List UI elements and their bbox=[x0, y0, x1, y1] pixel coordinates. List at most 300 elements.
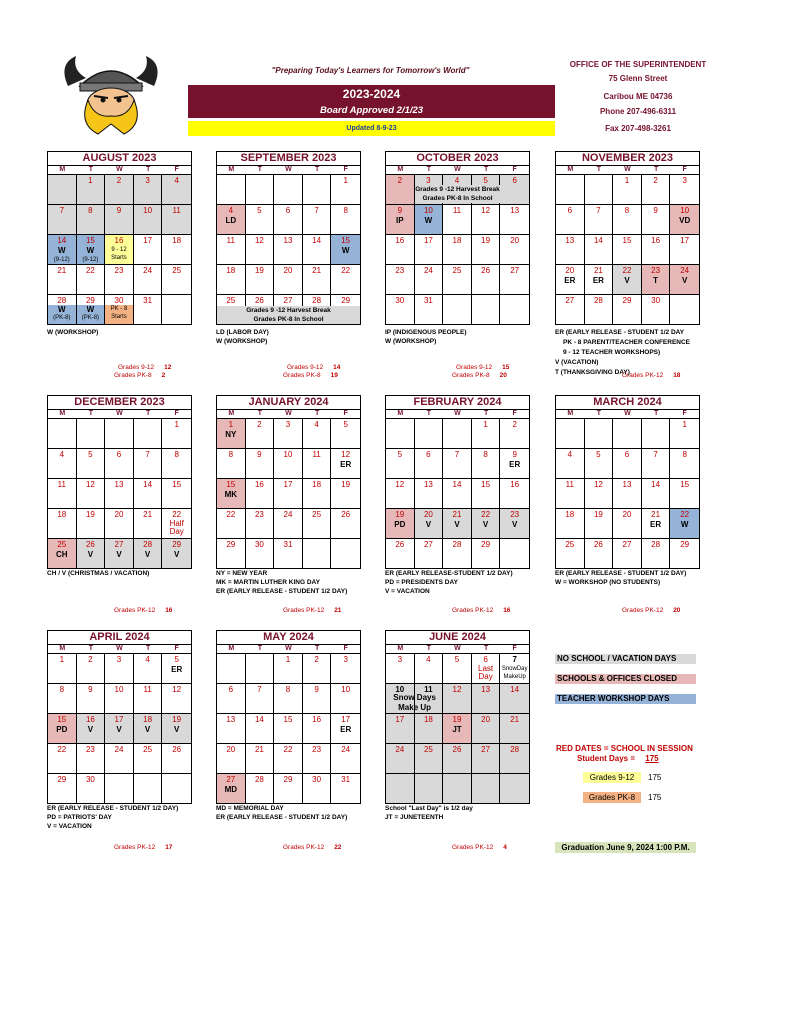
day-cell bbox=[331, 479, 360, 508]
day-number: 16 bbox=[114, 236, 124, 245]
day-number: 15 bbox=[680, 480, 690, 489]
weekday-label: F bbox=[512, 166, 517, 173]
day-number: 30 bbox=[85, 775, 95, 784]
day-cell bbox=[303, 235, 332, 264]
week-row bbox=[556, 419, 699, 449]
day-number: 1 bbox=[285, 655, 291, 664]
day-number: 28 bbox=[143, 540, 153, 549]
day-cell bbox=[246, 449, 275, 478]
day-number: 7 bbox=[145, 450, 150, 459]
weekday-label: W bbox=[454, 166, 461, 173]
day-code: VD bbox=[679, 216, 691, 225]
day-cell bbox=[77, 235, 106, 264]
day-number: 25 bbox=[423, 745, 433, 754]
day-code: V bbox=[174, 725, 180, 734]
day-cell bbox=[134, 265, 163, 294]
day-cell bbox=[642, 539, 671, 568]
day-number: 30 bbox=[395, 296, 405, 305]
day-cell bbox=[500, 265, 529, 294]
week-row bbox=[48, 714, 191, 744]
day-number: 28 bbox=[452, 540, 462, 549]
day-cell bbox=[500, 205, 529, 234]
day-number: 24 bbox=[283, 510, 293, 519]
day-number: 19 bbox=[172, 715, 182, 724]
week-row bbox=[386, 479, 529, 509]
day-number: 21 bbox=[57, 266, 67, 275]
day-cell bbox=[77, 539, 106, 568]
viking-mascot-logo bbox=[58, 54, 164, 136]
count-february: Grades PK-12 16 bbox=[452, 607, 511, 614]
day-cell bbox=[556, 479, 585, 508]
week-row bbox=[217, 714, 360, 744]
weekday-label: T bbox=[88, 166, 94, 173]
notes-september: LD (LABOR DAY) W (WORKSHOP) bbox=[216, 329, 269, 345]
week-row bbox=[556, 479, 699, 509]
day-number: 19 bbox=[395, 510, 405, 519]
week-row bbox=[386, 684, 529, 714]
day-number: 4 bbox=[426, 655, 431, 664]
day-number: 20 bbox=[510, 236, 520, 245]
weekday-label: W bbox=[285, 410, 292, 417]
day-cell bbox=[274, 684, 303, 713]
weekday-header bbox=[386, 645, 529, 654]
day-cell bbox=[77, 419, 106, 448]
day-number: 26 bbox=[593, 540, 603, 549]
day-number: 10 bbox=[395, 685, 405, 694]
legend-grades-pk-8: Grades PK-8 bbox=[583, 792, 641, 803]
day-note: Half bbox=[169, 519, 184, 528]
day-number: 8 bbox=[624, 206, 630, 215]
day-cell bbox=[472, 235, 501, 264]
day-number: 18 bbox=[172, 236, 182, 245]
day-code: NY bbox=[225, 430, 237, 439]
day-cell bbox=[331, 419, 360, 448]
day-number: 9 bbox=[314, 685, 319, 694]
school-year: 2023-2024 bbox=[342, 87, 401, 101]
day-cell bbox=[642, 419, 671, 448]
notes-january: NY = NEW YEAR MK = MARTIN LUTHER KING DAY ER (EARLY RELEASE - STUDENT 1/2 DAY) bbox=[216, 570, 348, 595]
day-subnote: Starts bbox=[111, 314, 127, 320]
day-number: 18 bbox=[452, 236, 462, 245]
day-cell bbox=[556, 419, 585, 448]
day-number: 8 bbox=[59, 685, 65, 694]
day-number: 27 bbox=[283, 296, 293, 305]
day-number: 23 bbox=[312, 745, 322, 754]
day-number: 8 bbox=[483, 450, 488, 459]
weekday-label: T bbox=[483, 166, 489, 173]
day-number: 3 bbox=[145, 176, 150, 185]
day-cell bbox=[162, 235, 191, 264]
day-number: 10 bbox=[680, 206, 690, 215]
weekday-label: F bbox=[343, 645, 348, 652]
day-number: 13 bbox=[114, 480, 124, 489]
day-cell bbox=[217, 449, 246, 478]
day-cell bbox=[585, 175, 614, 204]
day-number: 26 bbox=[341, 510, 351, 519]
month-title: MARCH 2024 bbox=[556, 396, 699, 410]
day-cell bbox=[246, 684, 275, 713]
day-number: 21 bbox=[510, 715, 520, 724]
day-code: W bbox=[341, 246, 350, 255]
day-cell bbox=[415, 295, 444, 324]
day-number: 4 bbox=[145, 655, 150, 664]
day-code: T bbox=[653, 276, 659, 285]
week-row bbox=[386, 654, 529, 684]
day-number: 12 bbox=[85, 480, 95, 489]
day-cell bbox=[134, 419, 163, 448]
day-number: 25 bbox=[143, 745, 153, 754]
day-code: V bbox=[682, 276, 688, 285]
day-number: 6 bbox=[228, 685, 234, 694]
day-cell bbox=[217, 539, 246, 568]
day-cell bbox=[303, 479, 332, 508]
day-cell bbox=[303, 205, 332, 234]
day-number: 27 bbox=[622, 540, 632, 549]
day-cell bbox=[415, 654, 444, 683]
week-row bbox=[48, 295, 191, 324]
count-june: Grades PK-12 4 bbox=[452, 844, 507, 851]
day-number: 12 bbox=[341, 450, 351, 459]
day-number: 18 bbox=[57, 510, 67, 519]
day-number: 16 bbox=[254, 480, 264, 489]
day-number: 8 bbox=[228, 450, 234, 459]
banner-line: Grades 9 -12 Harvest Break bbox=[415, 186, 500, 193]
day-cell bbox=[613, 205, 642, 234]
day-number: 17 bbox=[114, 715, 124, 724]
day-number: 25 bbox=[312, 510, 322, 519]
day-number: 3 bbox=[285, 420, 291, 429]
day-cell bbox=[303, 175, 332, 204]
day-number: 26 bbox=[172, 745, 182, 754]
day-cell bbox=[670, 539, 699, 568]
day-cell bbox=[246, 509, 275, 538]
banner-line: Grades PK-8 In School bbox=[253, 316, 324, 323]
weekday-label: F bbox=[682, 166, 687, 173]
day-number: 20 bbox=[226, 745, 236, 754]
harvest-break-banner bbox=[415, 185, 501, 203]
day-cell bbox=[162, 654, 191, 683]
day-cell bbox=[386, 774, 415, 803]
weekday-label: M bbox=[228, 410, 235, 417]
week-row bbox=[386, 265, 529, 295]
day-number: 19 bbox=[341, 480, 351, 489]
day-cell bbox=[472, 774, 501, 803]
day-cell bbox=[670, 235, 699, 264]
day-cell bbox=[670, 295, 699, 324]
day-cell bbox=[556, 449, 585, 478]
day-cell bbox=[472, 684, 501, 713]
day-cell bbox=[105, 684, 134, 713]
day-cell bbox=[443, 744, 472, 773]
day-cell bbox=[105, 714, 134, 743]
day-number: 29 bbox=[57, 775, 67, 784]
week-row bbox=[217, 479, 360, 509]
day-number: 25 bbox=[226, 296, 236, 305]
day-number: 31 bbox=[143, 296, 153, 305]
day-number: 2 bbox=[88, 655, 93, 664]
day-number: 8 bbox=[88, 206, 93, 215]
day-number: 27 bbox=[423, 540, 433, 549]
weekday-label: T bbox=[483, 410, 489, 417]
day-cell bbox=[472, 449, 501, 478]
day-code: V bbox=[116, 550, 122, 559]
day-number: 20 bbox=[622, 510, 632, 519]
day-code: CH bbox=[56, 550, 68, 559]
day-number: 24 bbox=[143, 266, 153, 275]
banner-line: Grades PK-8 In School bbox=[422, 195, 493, 202]
notes-november: ER (EARLY RELEASE - STUDENT 1/2 DAY PK - 8 PARENT/TEACHER CONFERENCE 9 - 12 TEACHER WORKSHOPS) V (VACATION) T (THANKSGIVING DAY) bbox=[555, 329, 691, 376]
day-code: PD bbox=[56, 725, 68, 734]
day-cell bbox=[585, 419, 614, 448]
day-cell bbox=[386, 539, 415, 568]
day-number: 3 bbox=[116, 655, 122, 664]
day-cell bbox=[642, 265, 671, 294]
day-cell bbox=[48, 479, 77, 508]
weekday-header bbox=[217, 410, 360, 419]
day-number: 2 bbox=[653, 176, 658, 185]
week-row bbox=[386, 205, 529, 235]
day-number: 20 bbox=[283, 266, 293, 275]
day-number: 2 bbox=[116, 176, 122, 185]
day-cell bbox=[415, 419, 444, 448]
week-row bbox=[556, 205, 699, 235]
day-cell bbox=[443, 235, 472, 264]
day-cell bbox=[443, 479, 472, 508]
day-cell bbox=[303, 509, 332, 538]
day-number: 3 bbox=[426, 176, 431, 185]
day-number: 12 bbox=[395, 480, 405, 489]
day-number: 9 bbox=[88, 685, 93, 694]
day-cell bbox=[162, 774, 191, 803]
day-number: 9 bbox=[397, 206, 403, 215]
day-cell bbox=[274, 744, 303, 773]
day-number: 4 bbox=[174, 176, 179, 185]
weekday-label: M bbox=[397, 410, 404, 417]
day-band bbox=[77, 305, 105, 324]
day-cell bbox=[556, 295, 585, 324]
day-cell bbox=[274, 235, 303, 264]
day-cell bbox=[77, 654, 106, 683]
day-number: 24 bbox=[395, 745, 405, 754]
day-cell bbox=[105, 419, 134, 448]
day-number: 22 bbox=[85, 266, 95, 275]
day-number: 21 bbox=[593, 266, 603, 275]
day-number: 7 bbox=[454, 450, 460, 459]
day-number: 1 bbox=[682, 420, 687, 429]
day-cell bbox=[443, 539, 472, 568]
day-number: 20 bbox=[423, 510, 433, 519]
day-number: 31 bbox=[423, 296, 433, 305]
day-number: 15 bbox=[283, 715, 293, 724]
day-code: MK bbox=[224, 490, 238, 499]
day-cell bbox=[134, 235, 163, 264]
day-cell bbox=[246, 714, 275, 743]
day-cell bbox=[585, 509, 614, 538]
day-cell bbox=[613, 509, 642, 538]
day-subnote: PK - 8 bbox=[110, 306, 128, 312]
day-cell bbox=[303, 684, 332, 713]
day-number: 5 bbox=[88, 450, 93, 459]
day-cell bbox=[500, 539, 529, 568]
day-cell bbox=[48, 205, 77, 234]
day-cell bbox=[331, 744, 360, 773]
day-cell bbox=[415, 449, 444, 478]
day-number: 6 bbox=[624, 450, 630, 459]
day-number: 19 bbox=[481, 236, 491, 245]
month-october bbox=[385, 151, 530, 325]
week-row bbox=[217, 449, 360, 479]
week-row bbox=[556, 265, 699, 295]
day-cell bbox=[670, 419, 699, 448]
day-number: 13 bbox=[481, 685, 491, 694]
day-number: 18 bbox=[143, 715, 153, 724]
day-number: 1 bbox=[483, 420, 488, 429]
day-number: 25 bbox=[565, 540, 575, 549]
day-number: 12 bbox=[172, 685, 182, 694]
day-code: ER bbox=[340, 460, 352, 469]
day-cell bbox=[77, 295, 106, 324]
day-cell bbox=[443, 205, 472, 234]
day-number: 20 bbox=[481, 715, 491, 724]
weekday-label: F bbox=[682, 410, 687, 417]
week-row bbox=[556, 235, 699, 265]
day-number: 29 bbox=[172, 540, 182, 549]
day-number: 1 bbox=[59, 655, 65, 664]
day-number: 18 bbox=[565, 510, 575, 519]
day-cell bbox=[331, 265, 360, 294]
day-cell bbox=[415, 774, 444, 803]
count-august: Grades 9-12 12 Grades PK-8 2 bbox=[114, 364, 172, 379]
day-cell bbox=[670, 509, 699, 538]
day-number: 11 bbox=[565, 480, 574, 489]
day-number: 23 bbox=[254, 510, 264, 519]
weekday-label: M bbox=[59, 166, 66, 173]
day-number: 26 bbox=[85, 540, 95, 549]
day-number: 5 bbox=[596, 450, 601, 459]
day-cell bbox=[415, 265, 444, 294]
day-cell bbox=[246, 539, 275, 568]
day-number: 14 bbox=[57, 236, 67, 245]
day-code: V bbox=[624, 276, 630, 285]
day-number: 11 bbox=[226, 236, 235, 245]
day-number: 24 bbox=[114, 745, 124, 754]
day-cell bbox=[48, 265, 77, 294]
weekday-label: T bbox=[145, 410, 151, 417]
day-number: 5 bbox=[174, 655, 179, 664]
day-cell bbox=[472, 539, 501, 568]
day-cell bbox=[472, 654, 501, 683]
day-cell bbox=[162, 295, 191, 324]
day-number: 15 bbox=[85, 236, 95, 245]
month-june bbox=[385, 630, 530, 804]
count-september: Grades 9-12 14 Grades PK-8 19 bbox=[283, 364, 341, 379]
day-number: 17 bbox=[143, 236, 153, 245]
day-cell bbox=[500, 235, 529, 264]
day-number: 17 bbox=[283, 480, 293, 489]
week-row bbox=[217, 509, 360, 539]
legend-grades-pk-8-days: 175 bbox=[648, 793, 662, 802]
day-number: 21 bbox=[143, 510, 153, 519]
day-number: 6 bbox=[483, 655, 488, 664]
weekday-label: T bbox=[596, 166, 602, 173]
week-row bbox=[386, 449, 529, 479]
day-cell bbox=[472, 265, 501, 294]
day-number: 13 bbox=[226, 715, 236, 724]
day-cell bbox=[303, 449, 332, 478]
week-row bbox=[217, 295, 360, 324]
day-cell bbox=[246, 175, 275, 204]
day-number: 10 bbox=[114, 685, 124, 694]
day-number: 19 bbox=[452, 715, 462, 724]
weekday-label: T bbox=[653, 410, 659, 417]
day-cell bbox=[556, 265, 585, 294]
day-number: 3 bbox=[343, 655, 348, 664]
day-code: ER bbox=[564, 276, 576, 285]
day-number: 4 bbox=[314, 420, 319, 429]
day-cell bbox=[162, 175, 191, 204]
weekday-label: T bbox=[596, 410, 602, 417]
day-cell bbox=[48, 419, 77, 448]
day-number: 15 bbox=[341, 236, 351, 245]
graduation-note: Graduation June 9, 2024 1:00 P.M. bbox=[555, 842, 696, 853]
week-row bbox=[48, 175, 191, 205]
day-number: 26 bbox=[395, 540, 405, 549]
count-march: Grades PK-12 20 bbox=[622, 607, 681, 614]
day-cell bbox=[246, 265, 275, 294]
day-number: 4 bbox=[454, 176, 460, 185]
day-cell bbox=[443, 449, 472, 478]
day-number: 25 bbox=[452, 266, 462, 275]
day-cell bbox=[386, 479, 415, 508]
notes-march: ER (EARLY RELEASE - STUDENT 1/2 DAY) W = WORKSHOP (NO STUDENTS) bbox=[555, 570, 687, 586]
day-number: 18 bbox=[312, 480, 322, 489]
week-row bbox=[386, 419, 529, 449]
day-cell bbox=[105, 295, 134, 324]
day-number: 2 bbox=[512, 420, 517, 429]
day-cell bbox=[162, 744, 191, 773]
weekday-label: M bbox=[397, 166, 404, 173]
office-city: Caribou ME 04736 bbox=[603, 92, 673, 101]
week-row bbox=[48, 235, 191, 265]
day-number: 30 bbox=[312, 775, 322, 784]
weekday-label: T bbox=[314, 166, 320, 173]
day-number: 28 bbox=[593, 296, 603, 305]
office-phone: Phone 207-496-6311 bbox=[599, 107, 677, 116]
day-cell bbox=[105, 654, 134, 683]
day-cell bbox=[134, 744, 163, 773]
day-number: 5 bbox=[454, 655, 460, 664]
day-number: 21 bbox=[254, 745, 264, 754]
day-number: 9 bbox=[116, 206, 122, 215]
day-cell bbox=[105, 205, 134, 234]
day-number: 24 bbox=[680, 266, 690, 275]
day-number: 3 bbox=[682, 176, 687, 185]
week-row bbox=[217, 774, 360, 803]
count-december: Grades PK-12 16 bbox=[114, 607, 173, 614]
day-cell bbox=[162, 684, 191, 713]
day-number: 31 bbox=[341, 775, 351, 784]
day-number: 16 bbox=[395, 236, 405, 245]
day-number: 14 bbox=[651, 480, 661, 489]
day-number: 24 bbox=[423, 266, 433, 275]
day-number: 14 bbox=[510, 685, 520, 694]
day-cell bbox=[162, 449, 191, 478]
snow-days-line: Snow Days bbox=[393, 693, 436, 702]
day-cell bbox=[500, 744, 529, 773]
count-october: Grades 9-12 15 Grades PK-8 20 bbox=[452, 364, 510, 379]
day-cell bbox=[386, 419, 415, 448]
day-code: V bbox=[87, 550, 94, 559]
